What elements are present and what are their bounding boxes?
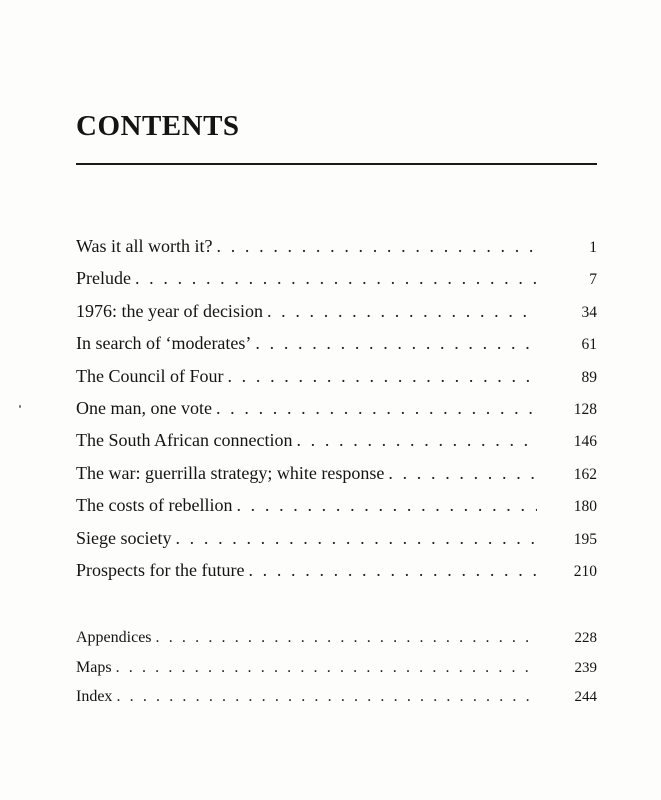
toc-entry-page: 61 (581, 336, 597, 354)
toc-entry-page: 128 (573, 400, 597, 418)
dot-leader (232, 495, 537, 516)
dot-leader (112, 688, 537, 706)
dot-leader (384, 463, 537, 484)
toc-entry-page: 239 (574, 659, 597, 676)
toc-entry-title: Maps (76, 658, 112, 676)
dot-leader (112, 659, 537, 677)
chapter-list (76, 236, 597, 592)
heading-rule (76, 163, 597, 165)
dot-leader (131, 268, 537, 289)
dot-leader (292, 430, 537, 451)
toc-entry[interactable] (76, 463, 597, 495)
toc-entry[interactable] (76, 236, 597, 268)
toc-entry-title: Index (76, 688, 113, 705)
dot-leader (251, 333, 537, 354)
dot-leader (263, 301, 537, 322)
toc-entry-page: 195 (573, 530, 597, 548)
toc-entry-title: One man, one vote (76, 397, 212, 418)
dot-leader (171, 528, 537, 549)
toc-entry[interactable] (76, 560, 597, 592)
toc-entry[interactable] (76, 333, 597, 365)
back-matter-list (76, 629, 597, 718)
toc-entry-page: 180 (573, 498, 597, 516)
toc-entry[interactable] (76, 430, 597, 462)
toc-entry[interactable] (76, 301, 597, 333)
toc-entry-title: Siege society (76, 527, 172, 548)
toc-entry-title: Was it all worth it? (76, 236, 213, 256)
paper-speck (19, 405, 21, 408)
toc-entry[interactable] (76, 688, 597, 718)
toc-entry-page: 210 (573, 562, 597, 580)
toc-entry[interactable] (76, 528, 597, 560)
dot-leader (213, 236, 537, 257)
toc-entry[interactable] (76, 398, 597, 430)
toc-entry[interactable] (76, 495, 597, 527)
toc-entry-title: The South African connection (76, 430, 293, 451)
toc-entry-page: 146 (573, 433, 597, 451)
page-title: CONTENTS (76, 110, 240, 142)
toc-entry-page: 244 (574, 689, 597, 705)
toc-entry-page: 228 (574, 630, 597, 646)
toc-entry-page: 162 (573, 465, 597, 483)
toc-entry[interactable] (76, 659, 597, 689)
toc-entry[interactable] (76, 268, 597, 300)
toc-entry-page: 1 (589, 239, 597, 256)
dot-leader (212, 398, 537, 419)
toc-entry-title: The war: guerrilla strategy; white response (76, 462, 385, 483)
toc-entry-page: 7 (589, 271, 597, 289)
toc-entry-title: The Council of Four (76, 365, 224, 386)
dot-leader (152, 629, 537, 647)
dot-leader (244, 560, 537, 581)
toc-entry-title: The costs of rebellion (76, 495, 233, 516)
dot-leader (223, 366, 537, 387)
toc-entry-title: In search of ‘moderates’ (76, 333, 252, 354)
toc-entry-title: Prelude (76, 268, 131, 289)
toc-entry-page: 34 (581, 303, 597, 321)
toc-entry-page: 89 (581, 368, 597, 386)
toc-entry-title: Prospects for the future (76, 559, 245, 580)
toc-entry-title: 1976: the year of decision (76, 300, 263, 321)
toc-entry[interactable] (76, 629, 597, 659)
toc-entry-title: Appendices (76, 629, 152, 646)
toc-entry[interactable] (76, 366, 597, 398)
